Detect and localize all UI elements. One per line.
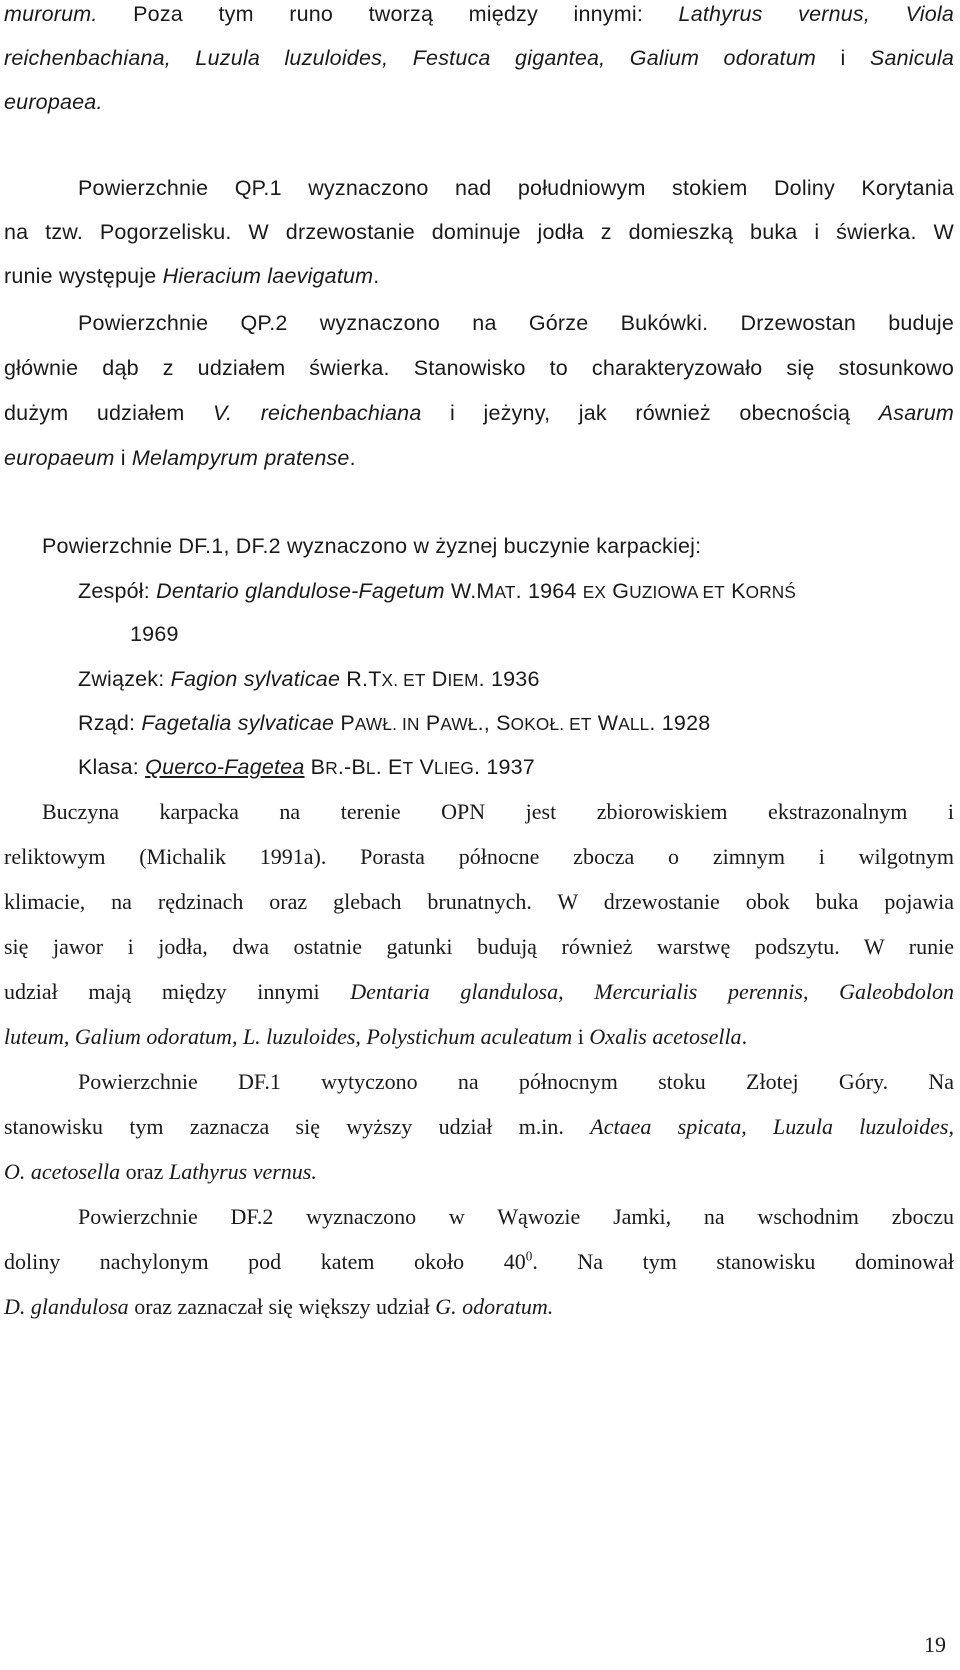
text: udział mają między innymi bbox=[4, 979, 351, 1004]
paragraph-line bbox=[78, 1203, 954, 1231]
text: . 1936 bbox=[478, 667, 540, 691]
text: 1969 bbox=[130, 622, 179, 646]
text: i bbox=[114, 446, 132, 470]
paragraph-line bbox=[4, 1158, 317, 1186]
text: . 1937 bbox=[473, 755, 535, 779]
author: P bbox=[419, 711, 441, 735]
syntaxon-zwiazek bbox=[78, 665, 540, 694]
paragraph-line bbox=[78, 309, 954, 337]
author: K bbox=[724, 579, 746, 603]
latin-name: O. acetosella bbox=[4, 1159, 121, 1184]
author: UZIOWA bbox=[629, 582, 698, 602]
text: reliktowym (Michalik 1991a). Porasta północne zbocza o zimnym i wilgotnym bbox=[4, 844, 954, 869]
syntaxon-zespol bbox=[78, 577, 796, 606]
paragraph-line bbox=[78, 1068, 954, 1096]
paragraph-line bbox=[4, 354, 954, 382]
author: R.T bbox=[340, 667, 382, 691]
text: . ET bbox=[559, 714, 592, 734]
text: . E bbox=[375, 755, 403, 779]
paragraph-line bbox=[4, 399, 954, 427]
paragraph-line bbox=[4, 1023, 747, 1051]
author: OKOŁ bbox=[510, 714, 560, 734]
text: się jawor i jodła, dwa ostatnie gatunki budują również warstwę podszytu. W runie bbox=[4, 934, 954, 959]
latin-name: europaeum bbox=[4, 446, 115, 470]
text: klimacie, na rędzinach oraz glebach brunatnych. W drzewostanie obok buka pojawia bbox=[4, 889, 954, 914]
paragraph-line bbox=[42, 532, 701, 560]
text: . IN bbox=[392, 714, 420, 734]
latin-name: V. reichenbachiana bbox=[213, 401, 422, 425]
text: . bbox=[741, 1024, 748, 1049]
syntaxon-rzad bbox=[78, 709, 710, 738]
author: G bbox=[606, 579, 630, 603]
author: B bbox=[304, 755, 326, 779]
latin-name: europaea. bbox=[4, 90, 103, 114]
author: X bbox=[381, 670, 394, 690]
author: LIEG bbox=[434, 758, 474, 778]
author: ORNŚ bbox=[745, 582, 797, 602]
text: . bbox=[373, 264, 380, 288]
text: dużym udziałem bbox=[4, 401, 214, 425]
paragraph-line bbox=[4, 218, 954, 246]
latin-name: G. odoratum. bbox=[435, 1294, 554, 1319]
author: ., S bbox=[477, 711, 511, 735]
latin-name: Fagetalia sylvaticae bbox=[141, 711, 335, 735]
paragraph-line bbox=[4, 978, 954, 1006]
author: W bbox=[591, 711, 619, 735]
author: D bbox=[425, 667, 448, 691]
latin-name: Melampyrum pratense bbox=[131, 446, 350, 470]
text: doliny nachylonym pod katem około 40 bbox=[4, 1249, 526, 1274]
latin-name: murorum. bbox=[4, 2, 98, 26]
latin-name: Lathyrus vernus. bbox=[168, 1159, 317, 1184]
latin-name: Dentaria glandulosa, Mercurialis perennis, Galeobdolon bbox=[350, 979, 954, 1004]
text: . bbox=[349, 446, 356, 470]
latin-name: Oxalis acetosella bbox=[589, 1024, 742, 1049]
author: .-B bbox=[337, 755, 366, 779]
latin-name: reichenbachiana, Luzula luzuloides, Festuca gigantea, Galium odoratum bbox=[4, 46, 816, 70]
text: T bbox=[402, 758, 414, 778]
paragraph-line bbox=[4, 0, 954, 28]
text: na tzw. Pogorzelisku. W drzewostanie dominuje jodła z domieszką buka i świerka. W bbox=[4, 220, 954, 244]
paragraph-line bbox=[4, 1113, 954, 1141]
text: Buczyna karpacka na terenie OPN jest zbiorowiskiem ekstrazonalnym i bbox=[42, 799, 954, 824]
label: Rząd: bbox=[78, 711, 142, 735]
paragraph-line bbox=[4, 262, 379, 290]
paragraph-line bbox=[4, 88, 103, 116]
latin-name: Sanicula bbox=[869, 46, 954, 70]
paragraph-line bbox=[78, 174, 954, 202]
text: Powierzchnie DF.2 wyznaczono w Wąwozie Jamki, na wschodnim zboczu bbox=[78, 1204, 954, 1229]
latin-name: Asarum bbox=[878, 401, 954, 425]
text: stanowisku tym zaznacza się wyższy udział m.in. bbox=[4, 1114, 591, 1139]
author: AWŁ bbox=[440, 714, 478, 734]
label: Związek: bbox=[78, 667, 171, 691]
latin-name: Actaea spicata, Luzula luzuloides, bbox=[590, 1114, 954, 1139]
text: Powierzchnie DF.1, DF.2 wyznaczono w żyznej buczynie karpackiej: bbox=[42, 534, 702, 558]
paragraph-line bbox=[4, 1293, 553, 1321]
degree-superscript: 0 bbox=[525, 1248, 533, 1264]
label: Zespół: bbox=[78, 579, 157, 603]
latin-name: D. glandulosa bbox=[4, 1294, 129, 1319]
text: . 1964 bbox=[515, 579, 583, 603]
text: Powierzchnie DF.1 wytyczono na północnym stoku Złotej Góry. Na bbox=[78, 1069, 954, 1094]
author: W.M bbox=[444, 579, 495, 603]
text: i bbox=[816, 46, 870, 70]
latin-name: Dentario glandulose-Fagetum bbox=[156, 579, 445, 603]
author: P bbox=[334, 711, 355, 735]
text: i bbox=[572, 1024, 590, 1049]
text: głównie dąb z udziałem świerka. Stanowisko to charakteryzowało się stosunkowo bbox=[4, 356, 954, 380]
latin-name: luteum, Galium odoratum, L. luzuloides, Polystichum aculeatum bbox=[4, 1024, 573, 1049]
paragraph-line bbox=[42, 798, 954, 826]
text: Powierzchnie QP.1 wyznaczono nad południowym stokiem Doliny Korytania bbox=[78, 176, 954, 200]
author: V bbox=[413, 755, 434, 779]
label: Klasa: bbox=[78, 755, 146, 779]
text: Powierzchnie QP.2 wyznaczono na Górze Bukówki. Drzewostan buduje bbox=[78, 311, 954, 335]
text: Poza tym runo tworzą między innymi: bbox=[97, 2, 679, 26]
latin-name: Fagion sylvaticae bbox=[170, 667, 341, 691]
paragraph-line bbox=[4, 843, 954, 871]
text: EX bbox=[582, 582, 607, 602]
author: IEM bbox=[447, 670, 479, 690]
author: AWŁ bbox=[354, 714, 393, 734]
text: ET bbox=[697, 582, 725, 602]
text: oraz zaznaczał się większy udział bbox=[128, 1294, 436, 1319]
syntaxon-year bbox=[130, 620, 179, 648]
author: L bbox=[365, 758, 376, 778]
text: . 1928 bbox=[649, 711, 711, 735]
text: . ET bbox=[393, 670, 426, 690]
author: AT bbox=[494, 582, 516, 602]
page-number: 19 bbox=[924, 1632, 946, 1657]
author: ALL bbox=[618, 714, 650, 734]
paragraph-line bbox=[4, 888, 954, 916]
text: i jeżyny, jak również obecnością bbox=[421, 401, 879, 425]
author: R bbox=[325, 758, 338, 778]
syntaxon-klasa bbox=[78, 753, 535, 782]
latin-name: Querco-Fagetea bbox=[145, 755, 305, 779]
paragraph-line bbox=[4, 933, 954, 961]
latin-name: Lathyrus vernus, Viola bbox=[678, 2, 954, 26]
text: oraz bbox=[120, 1159, 169, 1184]
text: runie występuje bbox=[4, 264, 163, 288]
paragraph-line bbox=[4, 1248, 954, 1276]
paragraph-line bbox=[4, 44, 954, 72]
text: . Na tym stanowisku dominował bbox=[532, 1249, 954, 1274]
latin-name: Hieracium laevigatum bbox=[162, 264, 374, 288]
paragraph-line bbox=[4, 444, 356, 472]
